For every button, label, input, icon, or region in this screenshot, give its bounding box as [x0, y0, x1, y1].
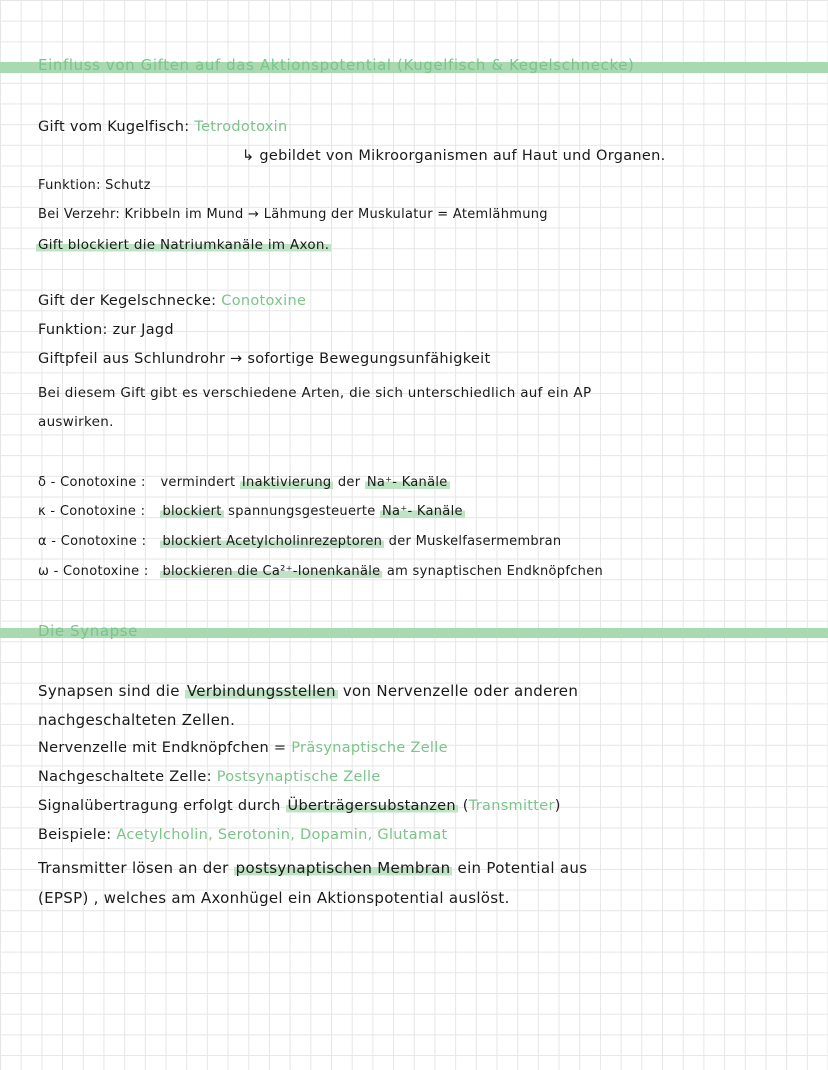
tetrodotoxin-term: Tetrodotoxin: [194, 119, 288, 135]
toxin-highlight: Inaktivierung: [241, 475, 332, 490]
beispiele-line: [38, 827, 448, 843]
toxin-row-delta: [38, 475, 450, 490]
toxin-text-mid: der Muskelfasermembran: [384, 534, 562, 549]
toxin-highlight-2: Na⁺- Kanäle: [366, 475, 448, 490]
verzehr-line: [38, 207, 548, 222]
kugelfisch-sub-text: gebildet von Mikroorganismen auf Haut und Organen.: [259, 148, 666, 164]
beispiele-label: Beispiele:: [38, 827, 117, 843]
verzehr-rest: Lähmung der Muskulatur = Atemlähmung: [263, 207, 548, 222]
transmitter-text: Transmitter lösen an der: [38, 859, 234, 877]
natrium-block-text: Gift blockiert die Natriumkanäle im Axon.: [38, 237, 330, 253]
kegel-line: [38, 293, 306, 309]
kugelfisch-line: [38, 119, 288, 135]
toxin-text: vermindert: [160, 475, 240, 490]
toxin-text-mid: spannungsgesteuerte: [223, 504, 381, 519]
verbindungsstellen-highlight: Verbindungsstellen: [186, 682, 336, 700]
toxin-prefix: ω - Conotoxine :: [38, 564, 149, 579]
toxin-prefix: κ - Conotoxine :: [38, 504, 146, 519]
natrium-block-line: [36, 237, 331, 253]
toxin-text-mid: der: [333, 475, 365, 490]
toxin-highlight: blockieren die Ca²⁺-Ionenkanäle: [162, 564, 381, 579]
verzehr-prefix: Bei Verzehr: Kribbeln im Mund: [38, 207, 244, 222]
intro-text-2: von Nervenzelle oder anderen: [337, 682, 579, 700]
transmitter-line-2: (EPSP) , welches am Axonhügel ein Aktionspotential auslöst.: [38, 889, 510, 907]
sub-arrow-icon: ↳: [242, 148, 260, 164]
toxin-highlight-2: Na⁺- Kanäle: [382, 504, 463, 519]
section-heading-synapse: Die Synapse: [38, 622, 138, 640]
membran-highlight: postsynaptischen Membran: [235, 859, 451, 877]
toxin-text-mid: am synaptischen Endknöpfchen: [382, 564, 604, 579]
conotoxine-term: Conotoxine: [221, 293, 307, 309]
beispiele-list: Acetylcholin, Serotonin, Dopamin, Glutamat: [116, 827, 448, 843]
arten-line-1: Bei diesem Gift gibt es verschiedene Arten, die sich unterschiedlich auf ein AP: [38, 385, 592, 401]
signal-paren-open: (: [457, 798, 469, 814]
signal-paren-close: ): [554, 798, 561, 814]
synapse-intro-line-1: [38, 682, 578, 700]
section-heading-gifte: Einfluss von Giften auf das Aktionspotential (Kugelfisch & Kegelschnecke): [38, 56, 635, 74]
nachgeschaltet-line: [38, 769, 381, 785]
arten-line-2: auswirken.: [38, 414, 114, 430]
signal-line: [38, 798, 561, 814]
transmitter-term: Transmitter: [468, 798, 555, 814]
synapse-intro-line-2: nachgeschalteten Zellen.: [38, 711, 236, 729]
intro-text: Synapsen sind die: [38, 682, 185, 700]
toxin-highlight: blockiert: [162, 504, 222, 519]
kugelfisch-label: Gift vom Kugelfisch:: [38, 119, 190, 135]
kegel-label: Gift der Kegelschnecke:: [38, 293, 217, 309]
praesynaptisch-term: Präsynaptische Zelle: [291, 740, 448, 756]
uebertraeger-highlight: Überträgersubstanzen: [287, 798, 456, 814]
toxin-row-alpha: [38, 534, 561, 549]
signal-text: Signalübertragung erfolgt durch: [38, 798, 286, 814]
transmitter-text-2: ein Potential aus: [452, 859, 588, 877]
funktion-schutz: Funktion: Schutz: [38, 178, 151, 193]
postsynaptisch-term: Postsynaptische Zelle: [216, 769, 381, 785]
toxin-row-omega: [38, 564, 603, 579]
nervenzelle-line: [38, 740, 448, 756]
toxin-row-kappa: [38, 504, 465, 519]
giftpfeil-line: Giftpfeil aus Schlundrohr → sofortige Bewegungsunfähigkeit: [38, 351, 491, 367]
toxin-prefix: δ - Conotoxine :: [38, 475, 146, 490]
funktion-jagd: Funktion: zur Jagd: [38, 322, 174, 338]
kugelfisch-sub-line: [242, 148, 666, 164]
arrow-icon: →: [248, 207, 260, 222]
nachgeschaltet-text: Nachgeschaltete Zelle:: [38, 769, 217, 785]
toxin-prefix: α - Conotoxine :: [38, 534, 147, 549]
nervenzelle-text: Nervenzelle mit Endknöpfchen =: [38, 740, 292, 756]
toxin-highlight: blockiert Acetylcholinrezeptoren: [162, 534, 383, 549]
transmitter-line-1: [38, 859, 587, 877]
